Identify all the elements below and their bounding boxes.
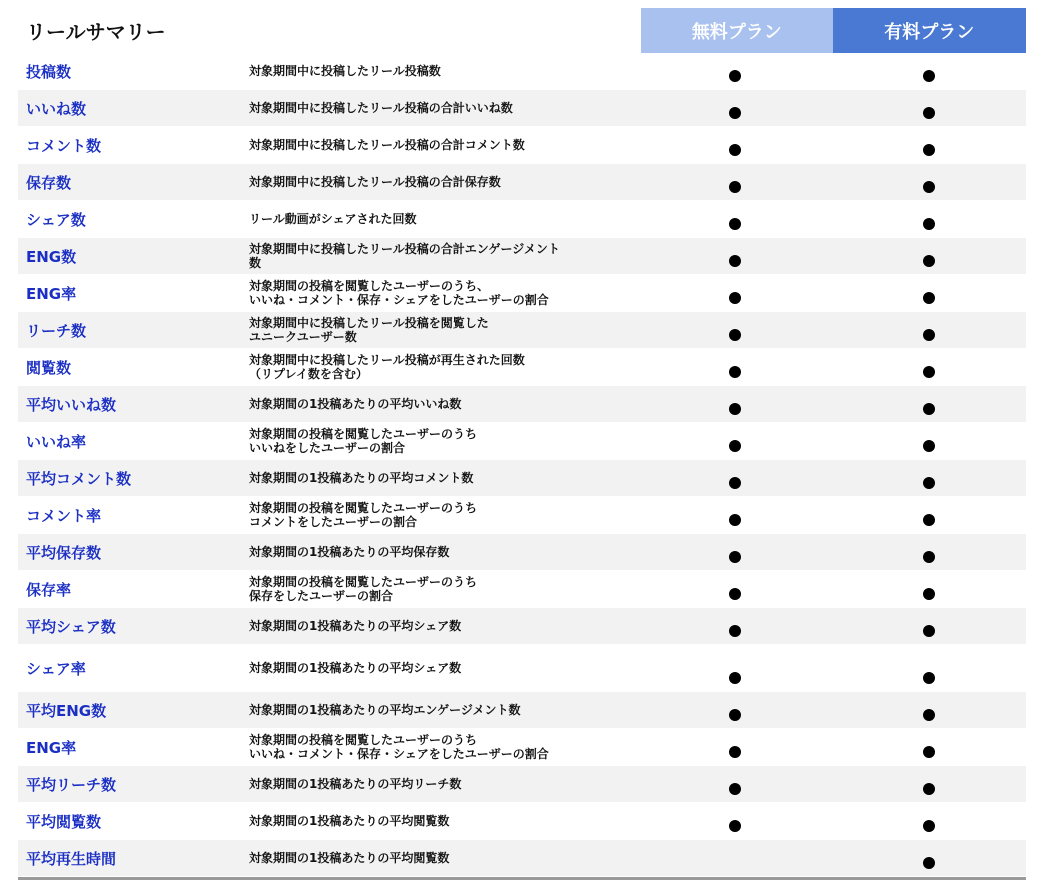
metric-name: 保存数 xyxy=(26,173,72,192)
available-dot-icon xyxy=(729,107,741,119)
bottom-divider xyxy=(18,877,1026,880)
metric-name: 平均リーチ数 xyxy=(26,775,117,794)
paid-plan-cell xyxy=(831,164,1026,200)
table-row xyxy=(18,729,1026,766)
free-plan-cell xyxy=(638,571,831,607)
free-plan-cell xyxy=(638,803,831,839)
available-dot-icon xyxy=(729,366,741,378)
available-dot-icon xyxy=(923,588,935,600)
available-dot-icon xyxy=(729,514,741,526)
table-row xyxy=(18,312,1026,349)
page-title: リールサマリー xyxy=(26,20,166,44)
table-row xyxy=(18,386,1026,423)
table-row xyxy=(18,275,1026,312)
available-dot-icon xyxy=(729,625,741,637)
metric-name: 平均再生時間 xyxy=(26,849,117,868)
available-dot-icon xyxy=(729,255,741,267)
table-row xyxy=(18,840,1026,877)
available-dot-icon xyxy=(923,440,935,452)
free-plan-cell xyxy=(638,423,831,459)
metric-name: 平均シェア数 xyxy=(26,617,116,636)
available-dot-icon xyxy=(729,144,741,156)
available-dot-icon xyxy=(923,551,935,563)
paid-plan-cell xyxy=(831,840,1026,876)
metric-description: 対象期間中に投稿したリール投稿の合計コメント数 xyxy=(249,138,525,152)
paid-plan-cell xyxy=(831,423,1026,459)
paid-plan-cell xyxy=(831,803,1026,839)
available-dot-icon xyxy=(923,403,935,415)
table-row xyxy=(18,534,1026,571)
available-dot-icon xyxy=(729,403,741,415)
available-dot-icon xyxy=(923,107,935,119)
available-dot-icon xyxy=(729,70,741,82)
table-row xyxy=(18,164,1026,201)
table-row xyxy=(18,349,1026,386)
available-dot-icon xyxy=(729,588,741,600)
metric-name: 投稿数 xyxy=(26,62,72,81)
metric-name: コメント率 xyxy=(26,506,102,525)
paid-plan-cell xyxy=(831,275,1026,311)
table-row xyxy=(18,238,1026,275)
paid-plan-cell xyxy=(831,534,1026,570)
available-dot-icon xyxy=(923,181,935,193)
available-dot-icon xyxy=(923,255,935,267)
paid-plan-cell xyxy=(831,53,1026,89)
metric-description: 対象期間中に投稿したリール投稿を閲覧した ユニークユーザー数 xyxy=(249,316,489,344)
available-dot-icon xyxy=(729,329,741,341)
metric-description: リール動画がシェアされた回数 xyxy=(249,212,417,226)
available-dot-icon xyxy=(729,551,741,563)
available-dot-icon xyxy=(923,218,935,230)
paid-plan-cell xyxy=(831,645,1026,691)
metric-name: 平均コメント数 xyxy=(26,469,132,488)
free-plan-cell xyxy=(638,645,831,691)
metric-description: 対象期間の1投稿あたりの平均閲覧数 xyxy=(249,851,450,865)
available-dot-icon xyxy=(923,366,935,378)
available-dot-icon xyxy=(729,292,741,304)
metric-description: 対象期間の投稿を閲覧したユーザーのうち コメントをしたユーザーの割合 xyxy=(249,501,478,529)
free-plan-cell xyxy=(638,275,831,311)
table-row xyxy=(18,460,1026,497)
free-plan-cell xyxy=(638,460,831,496)
metric-description: 対象期間の1投稿あたりの平均保存数 xyxy=(249,545,450,559)
free-plan-cell xyxy=(638,729,831,765)
free-plan-cell xyxy=(638,692,831,728)
free-plan-cell xyxy=(638,497,831,533)
available-dot-icon xyxy=(923,746,935,758)
free-plan-cell xyxy=(638,238,831,274)
free-plan-cell xyxy=(638,840,831,876)
table-row xyxy=(18,766,1026,803)
free-plan-cell xyxy=(638,349,831,385)
free-plan-cell xyxy=(638,386,831,422)
available-dot-icon xyxy=(923,709,935,721)
table-body xyxy=(18,53,1026,877)
metric-name: 平均いいね数 xyxy=(26,395,117,414)
free-plan-cell xyxy=(638,201,831,237)
available-dot-icon xyxy=(729,746,741,758)
metric-description: 対象期間の1投稿あたりの平均シェア数 xyxy=(249,619,462,633)
metric-description: 対象期間中に投稿したリール投稿の合計保存数 xyxy=(249,175,501,189)
available-dot-icon xyxy=(923,820,935,832)
metric-name: シェア数 xyxy=(26,210,86,229)
paid-plan-cell xyxy=(831,349,1026,385)
metric-name: リーチ数 xyxy=(26,321,87,340)
metric-description: 対象期間の1投稿あたりの平均リーチ数 xyxy=(249,777,462,791)
metric-name: ENG率 xyxy=(26,738,77,757)
metric-description: 対象期間中に投稿したリール投稿が再生された回数 （リプレイ数を含む） xyxy=(249,353,525,381)
table-row xyxy=(18,90,1026,127)
available-dot-icon xyxy=(923,144,935,156)
metric-name: 平均保存数 xyxy=(26,543,102,562)
metric-description: 対象期間の投稿を閲覧したユーザーのうち、 いいね・コメント・保存・シェアをしたユーザーの割合 xyxy=(249,279,549,307)
metric-name: コメント数 xyxy=(26,136,102,155)
free-plan-header: 無料プラン xyxy=(641,8,832,53)
table-row xyxy=(18,497,1026,534)
free-plan-cell xyxy=(638,164,831,200)
available-dot-icon xyxy=(923,329,935,341)
metric-name: シェア率 xyxy=(26,659,86,678)
table-header xyxy=(18,8,1026,53)
table-row xyxy=(18,692,1026,729)
paid-plan-cell xyxy=(831,312,1026,348)
table-row xyxy=(18,423,1026,460)
metric-description: 対象期間中に投稿したリール投稿数 xyxy=(249,64,441,78)
metric-name: ENG数 xyxy=(26,247,77,266)
available-dot-icon xyxy=(729,709,741,721)
metric-description: 対象期間の1投稿あたりの平均いいね数 xyxy=(249,397,462,411)
table-row xyxy=(18,201,1026,238)
table-row xyxy=(18,803,1026,840)
available-dot-icon xyxy=(923,477,935,489)
available-dot-icon xyxy=(923,70,935,82)
free-plan-cell xyxy=(638,534,831,570)
table-row xyxy=(18,608,1026,645)
free-plan-cell xyxy=(638,312,831,348)
available-dot-icon xyxy=(923,672,935,684)
metric-description: 対象期間の1投稿あたりの平均シェア数 xyxy=(249,661,462,675)
paid-plan-cell xyxy=(831,608,1026,644)
metric-name: いいね率 xyxy=(26,432,87,451)
metric-description: 対象期間の1投稿あたりの平均閲覧数 xyxy=(249,814,450,828)
metric-description: 対象期間の投稿を閲覧したユーザーのうち いいねをしたユーザーの割合 xyxy=(249,427,478,455)
paid-plan-cell xyxy=(831,201,1026,237)
available-dot-icon xyxy=(729,181,741,193)
free-plan-cell xyxy=(638,53,831,89)
metric-name: ENG率 xyxy=(26,284,77,303)
available-dot-icon xyxy=(729,218,741,230)
paid-plan-cell xyxy=(831,571,1026,607)
comparison-table xyxy=(18,8,1026,880)
available-dot-icon xyxy=(729,672,741,684)
available-dot-icon xyxy=(923,514,935,526)
metric-description: 対象期間の投稿を閲覧したユーザーのうち 保存をしたユーザーの割合 xyxy=(249,575,478,603)
available-dot-icon xyxy=(729,820,741,832)
table-row xyxy=(18,53,1026,90)
metric-name: 平均ENG数 xyxy=(26,701,107,720)
table-row xyxy=(18,571,1026,608)
paid-plan-cell xyxy=(831,460,1026,496)
available-dot-icon xyxy=(729,783,741,795)
paid-plan-cell xyxy=(831,497,1026,533)
paid-plan-cell xyxy=(831,238,1026,274)
available-dot-icon xyxy=(923,625,935,637)
available-dot-icon xyxy=(923,857,935,869)
paid-plan-cell xyxy=(831,90,1026,126)
paid-plan-cell xyxy=(831,386,1026,422)
metric-description: 対象期間中に投稿したリール投稿の合計いいね数 xyxy=(249,101,513,115)
free-plan-cell xyxy=(638,608,831,644)
metric-name: 平均閲覧数 xyxy=(26,812,102,831)
paid-plan-cell xyxy=(831,729,1026,765)
available-dot-icon xyxy=(729,477,741,489)
free-plan-cell xyxy=(638,127,831,163)
free-plan-cell xyxy=(638,90,831,126)
available-dot-icon xyxy=(729,440,741,452)
available-dot-icon xyxy=(923,292,935,304)
paid-plan-cell xyxy=(831,692,1026,728)
metric-name: 保存率 xyxy=(26,580,72,599)
paid-plan-header: 有料プラン xyxy=(833,8,1026,53)
metric-description: 対象期間の1投稿あたりの平均コメント数 xyxy=(249,471,474,485)
table-row xyxy=(18,127,1026,164)
metric-description: 対象期間の投稿を閲覧したユーザーのうち いいね・コメント・保存・シェアをしたユーザーの割合 xyxy=(249,733,549,761)
available-dot-icon xyxy=(923,783,935,795)
paid-plan-cell xyxy=(831,127,1026,163)
metric-name: いいね数 xyxy=(26,99,87,118)
metric-description: 対象期間の1投稿あたりの平均エンゲージメント数 xyxy=(249,703,521,717)
paid-plan-cell xyxy=(831,766,1026,802)
metric-description: 対象期間中に投稿したリール投稿の合計エンゲージメント 数 xyxy=(249,242,560,270)
table-row xyxy=(18,645,1026,692)
metric-name: 閲覧数 xyxy=(26,358,72,377)
free-plan-cell xyxy=(638,766,831,802)
